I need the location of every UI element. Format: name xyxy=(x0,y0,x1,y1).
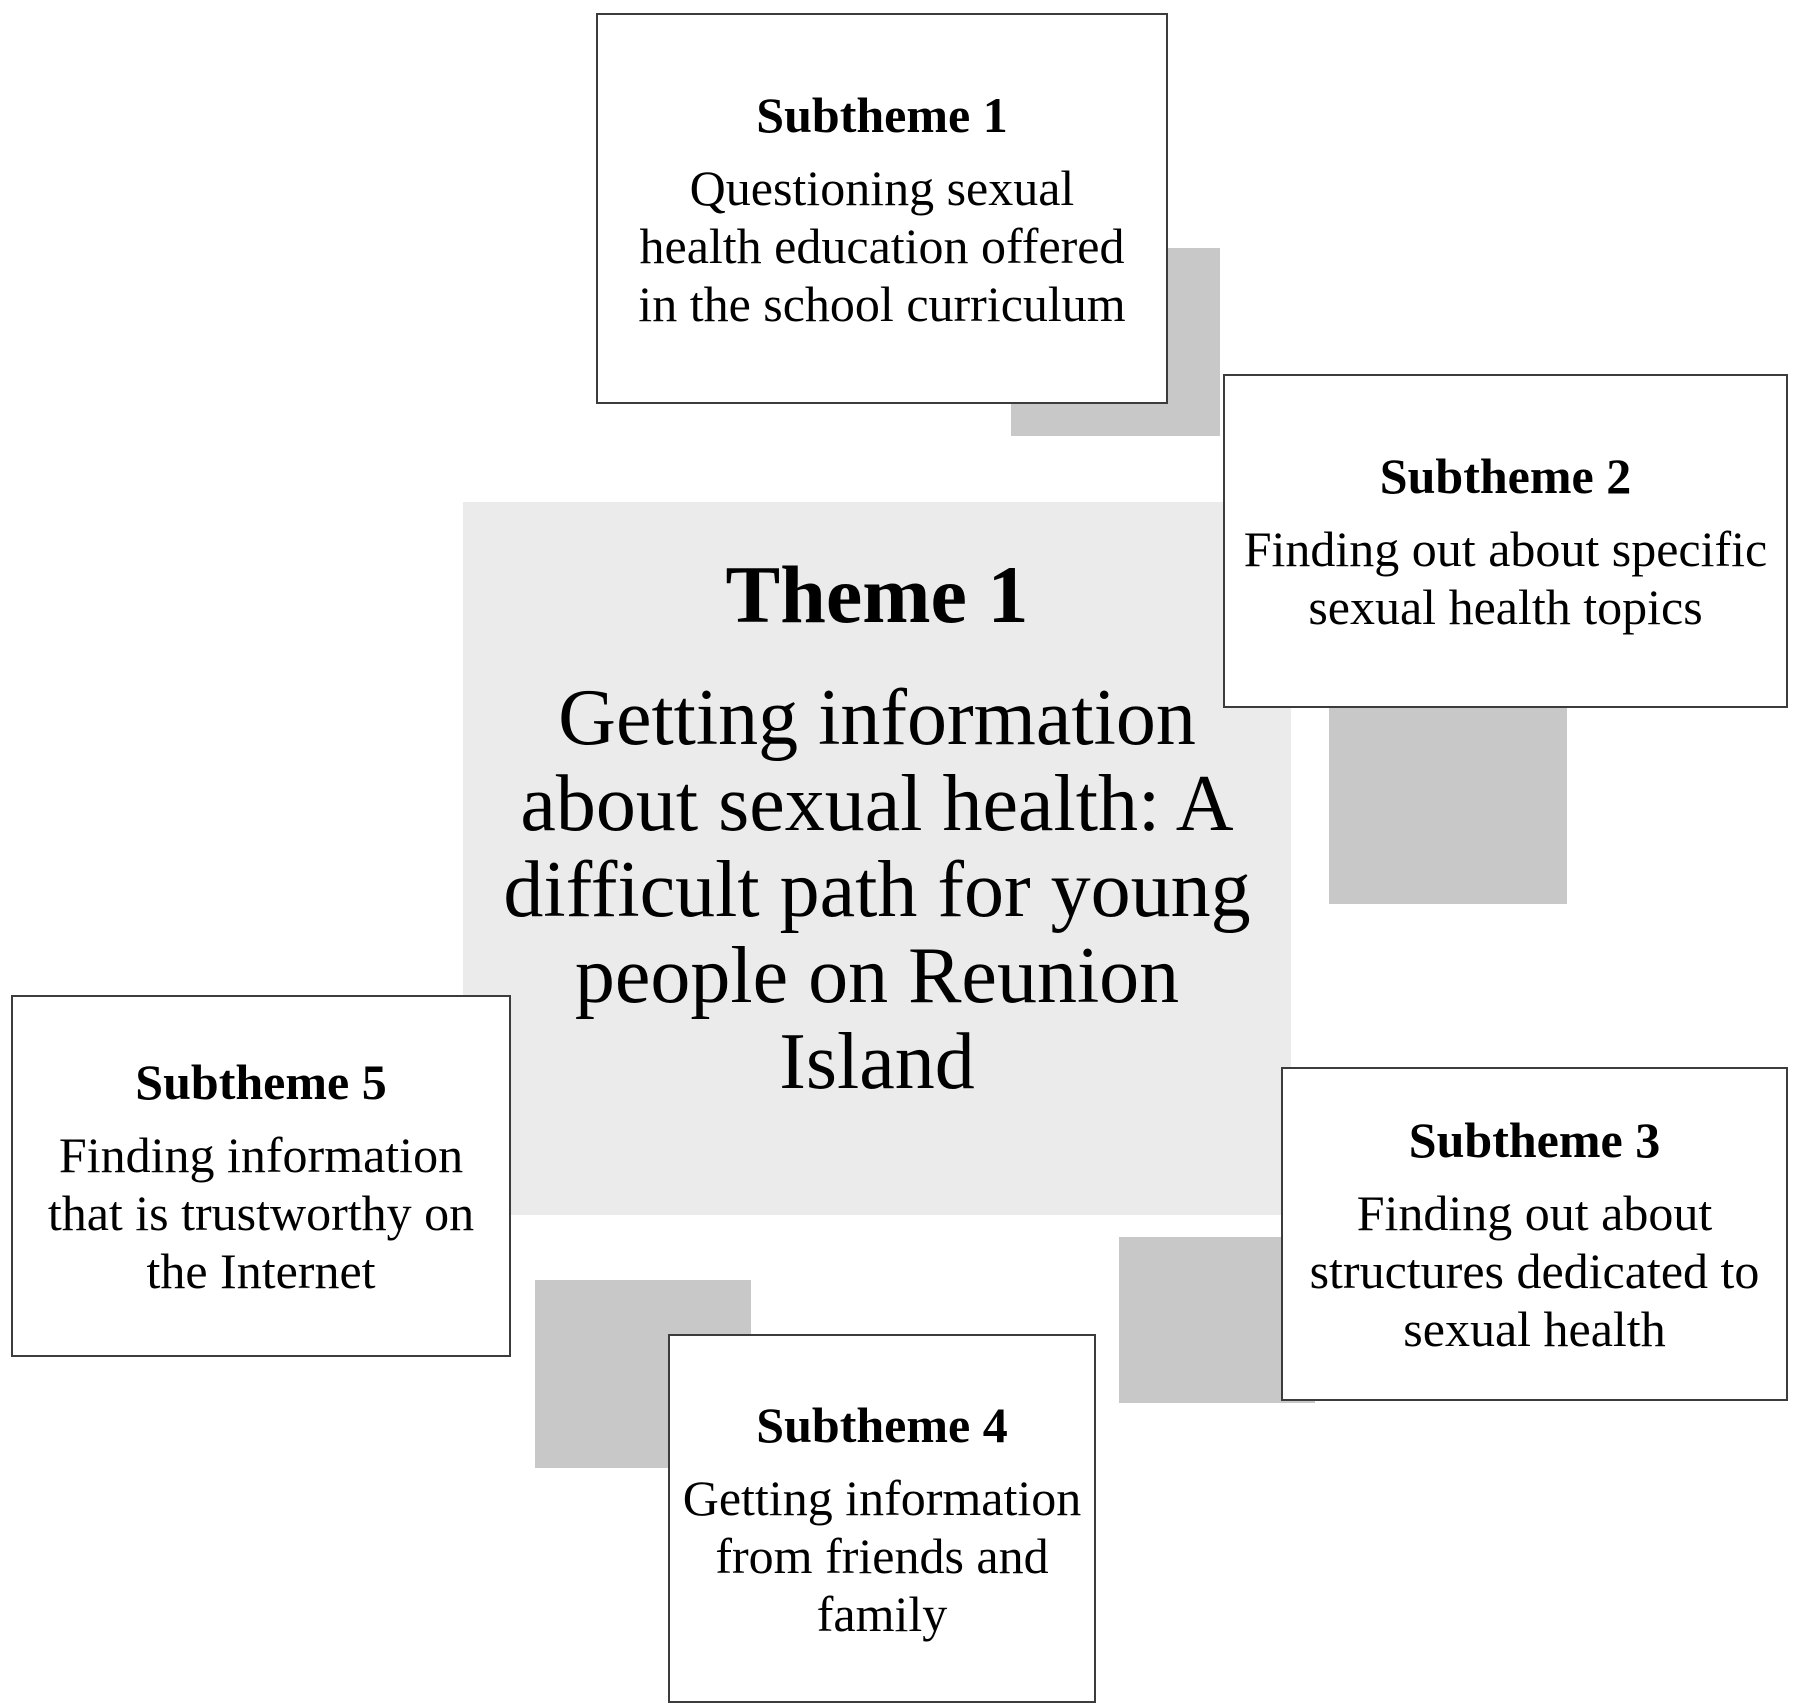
subtheme-4-box xyxy=(668,1334,1096,1703)
subtheme-1-box xyxy=(596,13,1168,404)
subtheme-5-title: Subtheme 5 xyxy=(135,1054,387,1110)
subtheme-2-box xyxy=(1223,374,1788,708)
subtheme-4-title: Subtheme 4 xyxy=(756,1396,1008,1453)
subtheme-1-text: Questioning sexual health education offered in the school curriculum xyxy=(638,159,1126,332)
subtheme-4-text: Getting information from friends and family xyxy=(682,1469,1082,1642)
subtheme-1-title: Subtheme 1 xyxy=(756,86,1008,143)
decor-square-2 xyxy=(1329,698,1567,904)
theme-box xyxy=(463,502,1291,1215)
subtheme-5-text: Finding information that is trustworthy on the Internet xyxy=(47,1127,475,1299)
subtheme-2-title: Subtheme 2 xyxy=(1379,448,1632,504)
subtheme-2-text: Finding out about specific sexual health topics xyxy=(1243,521,1768,635)
subtheme-3-title: Subtheme 3 xyxy=(1408,1112,1661,1168)
subtheme-3-box xyxy=(1281,1067,1788,1401)
subtheme-3-text: Finding out about structures dedicated to sexual health xyxy=(1309,1185,1760,1357)
theme-title: Theme 1 xyxy=(725,549,1029,641)
theme-text: Getting information about sexual health: A difficult path for young people on Reunion Island xyxy=(503,673,1251,1106)
subtheme-5-box xyxy=(11,995,511,1357)
